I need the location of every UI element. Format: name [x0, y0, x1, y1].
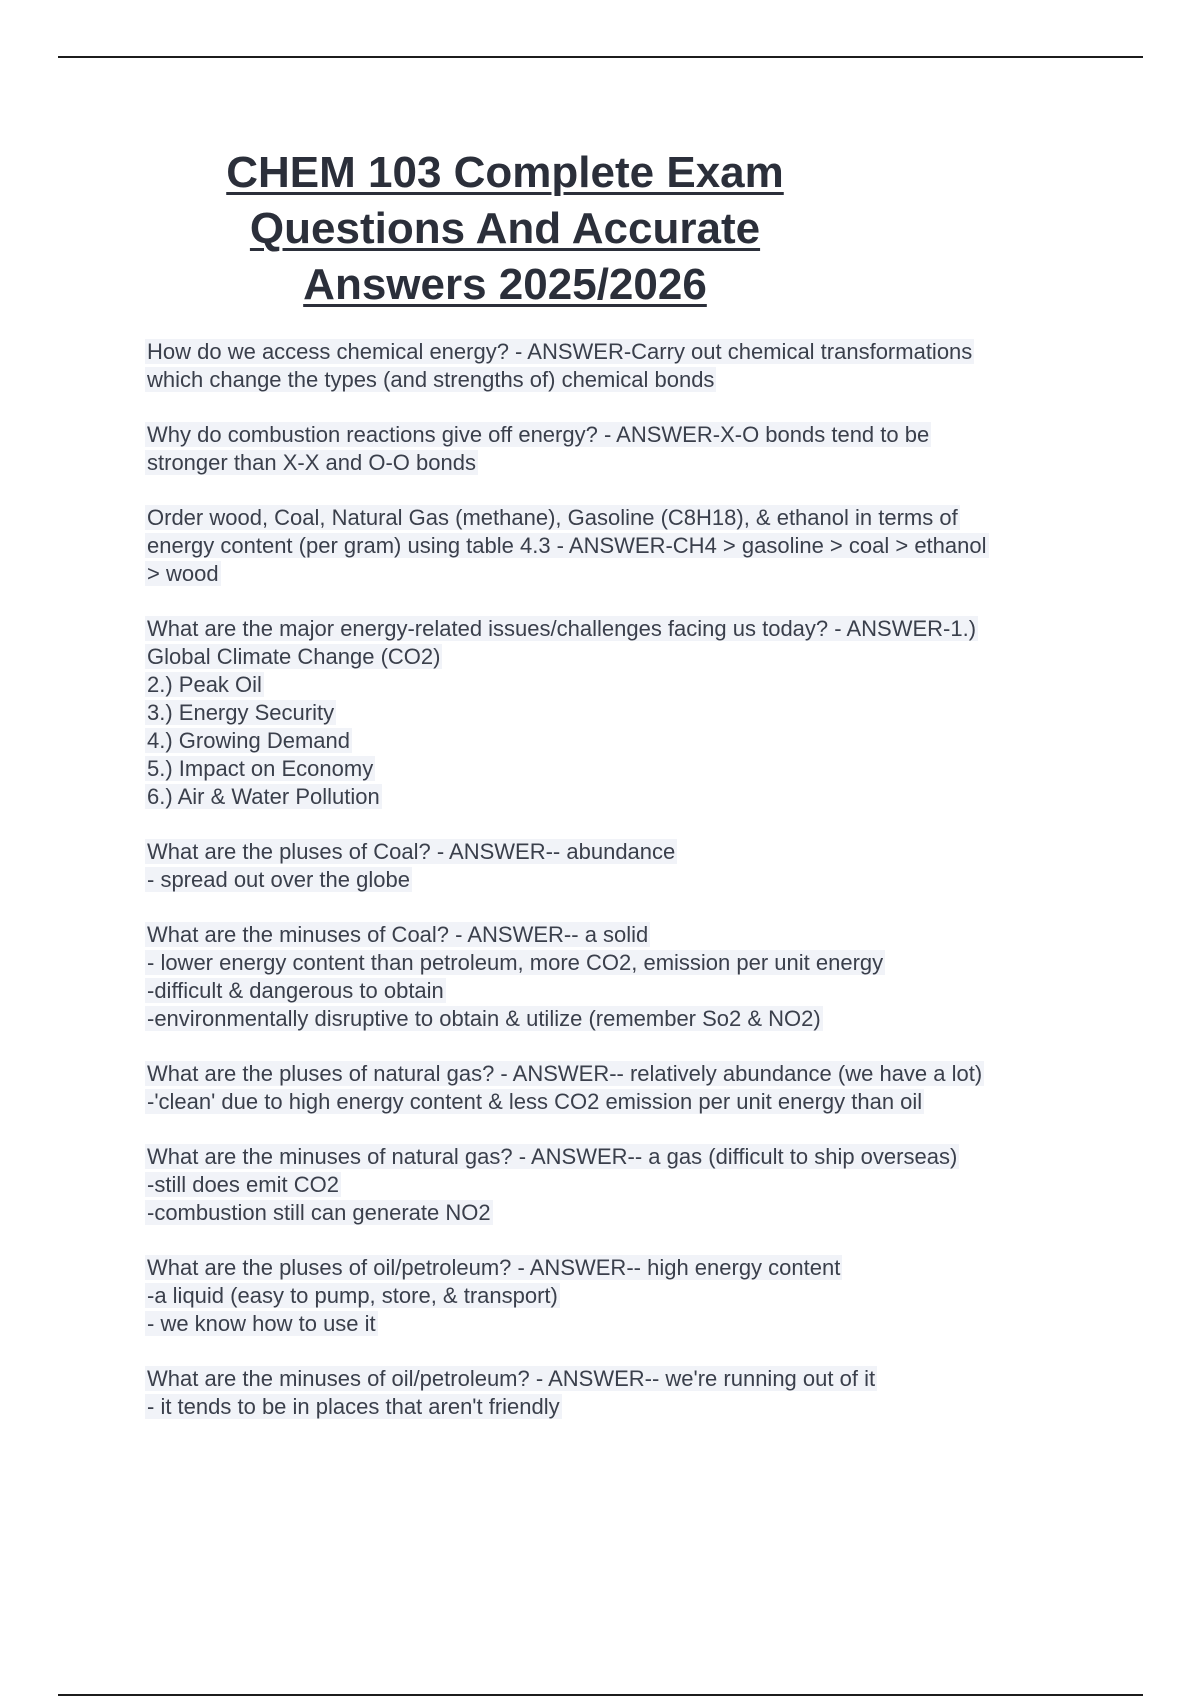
qa-item [145, 921, 1085, 1033]
qa-line [145, 1199, 1085, 1227]
qa-text: - we know how to use it [147, 1311, 376, 1336]
qa-text: -difficult & dangerous to obtain [147, 978, 444, 1003]
qa-text: which change the types (and strengths of) chemical bonds [147, 367, 715, 392]
qa-line [145, 755, 1085, 783]
qa-line [145, 1088, 1085, 1116]
qa-text: What are the minuses of natural gas? - ANSWER-- a gas (difficult to ship overseas) [147, 1144, 958, 1169]
qa-text: -environmentally disruptive to obtain & utilize (remember So2 & NO2) [147, 1006, 821, 1031]
qa-text: 5.) Impact on Economy [147, 756, 374, 781]
qa-line [145, 671, 1085, 699]
qa-item [145, 504, 1085, 588]
qa-line [145, 783, 1085, 811]
document-title [180, 145, 830, 313]
qa-text: Order wood, Coal, Natural Gas (methane), Gasoline (C8H18), & ethanol in terms of [147, 505, 958, 530]
qa-line [145, 977, 1085, 1005]
qa-line [145, 615, 1085, 643]
qa-text: What are the minuses of oil/petroleum? - ANSWER-- we're running out of it [147, 1366, 876, 1391]
title-line-2: Questions And Accurate [249, 204, 761, 253]
qa-text: > wood [147, 561, 219, 586]
qa-line [145, 643, 1085, 671]
title-line-3: Answers 2025/2026 [303, 260, 707, 309]
title-line-1: CHEM 103 Complete Exam [226, 148, 784, 197]
qa-line [145, 1143, 1085, 1171]
qa-line [145, 921, 1085, 949]
qa-line [145, 532, 1085, 560]
bottom-rule [58, 1694, 1143, 1696]
qa-line [145, 1060, 1085, 1088]
qa-line [145, 1282, 1085, 1310]
top-rule [58, 56, 1143, 58]
qa-text: How do we access chemical energy? - ANSWER-Carry out chemical transformations [147, 339, 973, 364]
qa-line [145, 1254, 1085, 1282]
qa-text: Why do combustion reactions give off energy? - ANSWER-X-O bonds tend to be [147, 422, 930, 447]
qa-line [145, 838, 1085, 866]
qa-line [145, 949, 1085, 977]
qa-text: What are the pluses of natural gas? - ANSWER-- relatively abundance (we have a lot) [147, 1061, 983, 1086]
qa-text: - lower energy content than petroleum, more CO2, emission per unit energy [147, 950, 884, 975]
qa-text: - it tends to be in places that aren't friendly [147, 1394, 560, 1419]
qa-text: -combustion still can generate NO2 [147, 1200, 491, 1225]
qa-line [145, 727, 1085, 755]
qa-item [145, 1060, 1085, 1116]
qa-line [145, 1005, 1085, 1033]
qa-text: What are the pluses of Coal? - ANSWER-- abundance [147, 839, 676, 864]
qa-line [145, 699, 1085, 727]
qa-line [145, 449, 1085, 477]
qa-text: Global Climate Change (CO2) [147, 644, 441, 669]
qa-text: - spread out over the globe [147, 867, 410, 892]
qa-text: 4.) Growing Demand [147, 728, 350, 753]
qa-text: 3.) Energy Security [147, 700, 335, 725]
qa-text: 2.) Peak Oil [147, 672, 262, 697]
qa-line [145, 421, 1085, 449]
qa-line [145, 504, 1085, 532]
qa-text: stronger than X-X and O-O bonds [147, 450, 476, 475]
qa-text: 6.) Air & Water Pollution [147, 784, 380, 809]
qa-item [145, 615, 1085, 811]
qa-item [145, 421, 1085, 477]
qa-line [145, 1393, 1085, 1421]
qa-item [145, 1143, 1085, 1227]
qa-text: What are the minuses of Coal? - ANSWER-- a solid [147, 922, 649, 947]
qa-text: -still does emit CO2 [147, 1172, 339, 1197]
qa-line [145, 366, 1085, 394]
qa-item [145, 338, 1085, 394]
qa-item [145, 838, 1085, 894]
qa-line [145, 1171, 1085, 1199]
qa-text: What are the major energy-related issues/challenges facing us today? - ANSWER-1.) [147, 616, 977, 641]
qa-list [145, 338, 1085, 1448]
qa-line [145, 1365, 1085, 1393]
qa-line [145, 866, 1085, 894]
qa-text: -a liquid (easy to pump, store, & transport) [147, 1283, 558, 1308]
qa-item [145, 1254, 1085, 1338]
qa-line [145, 560, 1085, 588]
qa-text: What are the pluses of oil/petroleum? - ANSWER-- high energy content [147, 1255, 841, 1280]
qa-item [145, 1365, 1085, 1421]
qa-text: -'clean' due to high energy content & less CO2 emission per unit energy than oil [147, 1089, 923, 1114]
qa-line [145, 338, 1085, 366]
qa-text: energy content (per gram) using table 4.3 - ANSWER-CH4 > gasoline > coal > ethanol [147, 533, 987, 558]
qa-line [145, 1310, 1085, 1338]
